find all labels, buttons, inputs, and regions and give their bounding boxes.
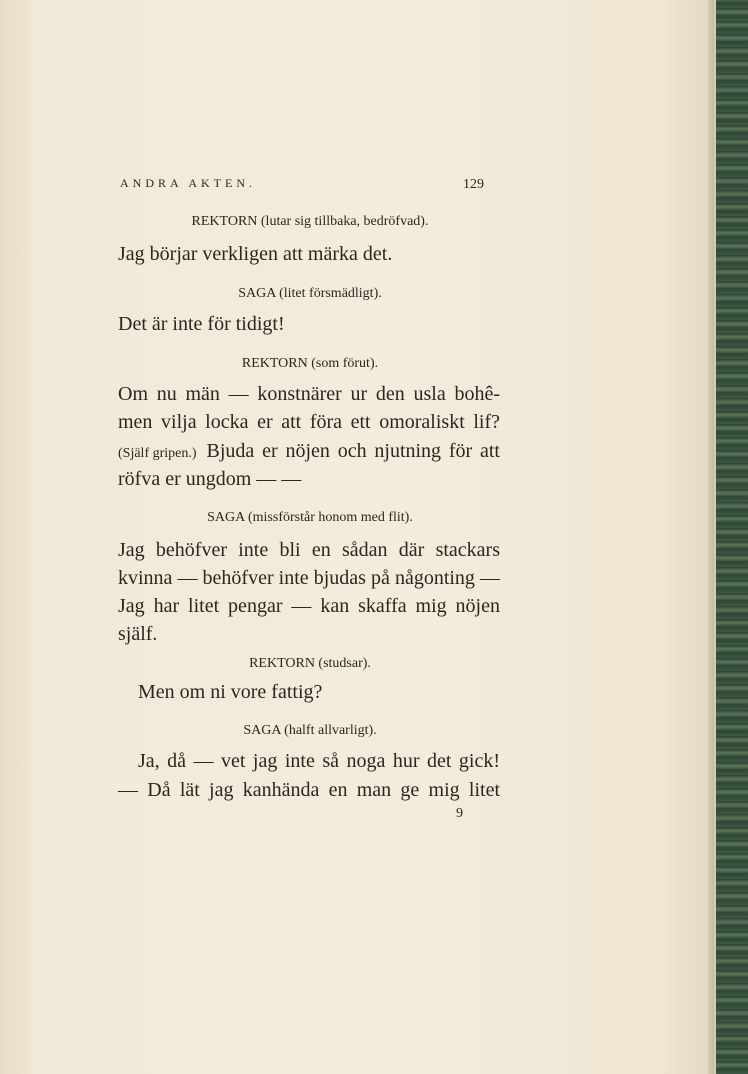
dialogue-line: själf. [118, 623, 158, 645]
dialogue-line: Ja, då — vet jag inte så noga hur det gick! [138, 750, 500, 772]
stage-cue: SAGA (missförstår honom med flit). [207, 510, 413, 525]
running-title: ANDRA AKTEN. [120, 176, 257, 190]
dialogue-line: Jag behöfver inte bli en sådan där stackars [118, 539, 500, 561]
stage-cue: SAGA (litet försmädligt). [238, 286, 382, 301]
dialogue-line: röfva er ungdom — — [118, 468, 302, 490]
dialogue-line: men vilja locka er att föra ett omoraliskt lif? [118, 411, 500, 433]
dialogue-line: Om nu män — konstnärer ur den usla bohê- [118, 383, 500, 405]
inline-stage-direction: (Själf gripen.) [118, 446, 197, 461]
dialogue-line: — Då lät jag kanhända en man ge mig litet [118, 779, 500, 801]
stage-cue: SAGA (halft allvarligt). [243, 723, 377, 738]
dialogue-line: Men om ni vore fattig? [138, 681, 323, 703]
dialogue-text: Bjuda er nöjen och njutning för att [206, 440, 500, 462]
dialogue-line: Jag börjar verkligen att märka det. [118, 243, 393, 265]
dialogue-line: Jag har litet pengar — kan skaffa mig nöjen [118, 595, 500, 617]
page-number: 129 [463, 177, 484, 192]
dialogue-line-with-direction [118, 440, 500, 463]
dialogue-line: kvinna — behöfver inte bjudas på någonting — [118, 567, 500, 589]
dialogue-line: Det är inte för tidigt! [118, 313, 285, 335]
stage-cue: REKTORN (lutar sig tillbaka, bedröfvad). [191, 214, 429, 229]
stage-cue: REKTORN (som förut). [241, 356, 379, 371]
stage-cue: REKTORN (studsar). [249, 656, 371, 671]
signature-mark: 9 [456, 806, 463, 821]
book-cover-edge [716, 0, 748, 1074]
